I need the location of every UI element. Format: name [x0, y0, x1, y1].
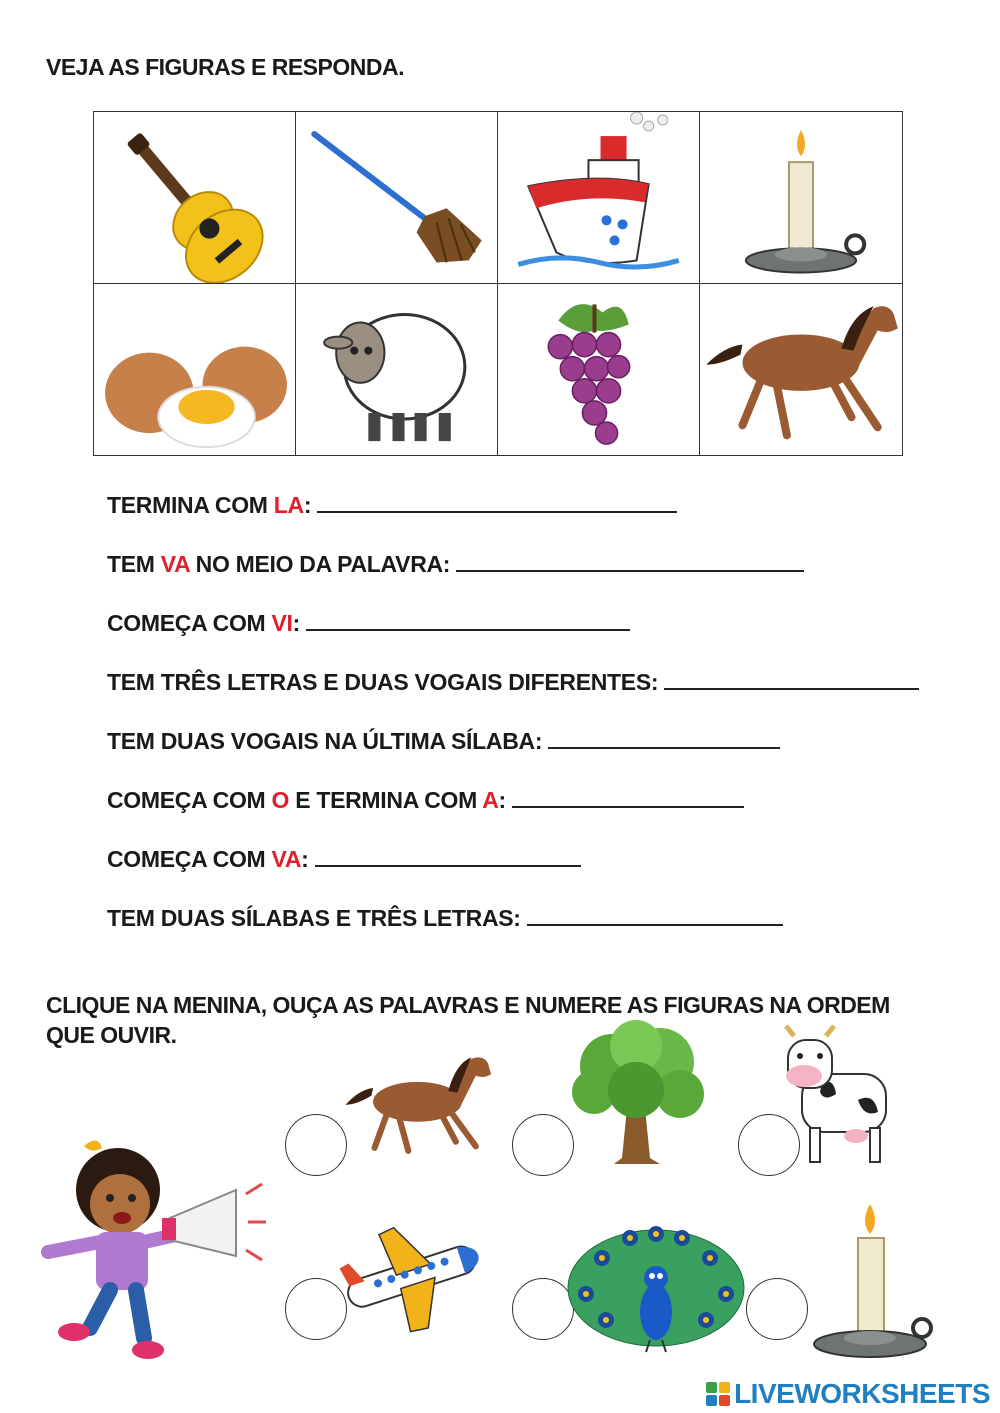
sheep-icon	[296, 284, 497, 456]
grid-cell-candle	[700, 112, 902, 284]
candle-icon	[700, 112, 902, 283]
horse-icon	[340, 1042, 495, 1157]
question-1: TERMINA COM LA:	[107, 490, 677, 520]
order-circle-candle[interactable]	[746, 1278, 808, 1340]
answer-blank-4[interactable]	[664, 670, 919, 690]
guitar-icon	[94, 112, 295, 283]
answer-blank-7[interactable]	[315, 847, 581, 867]
section2-heading-line2: QUE OUVIR.	[46, 1022, 177, 1048]
grapes-icon	[498, 284, 699, 456]
logo-mark-icon	[706, 1382, 730, 1406]
grid-cell-boat	[498, 112, 700, 284]
question-7: COMEÇA COM VA:	[107, 844, 581, 874]
liveworksheets-logo	[706, 1378, 990, 1410]
picture-grid	[93, 111, 903, 456]
candle-icon	[808, 1200, 933, 1360]
answer-blank-6[interactable]	[512, 788, 744, 808]
grid-cell-guitar	[94, 112, 296, 284]
question-5: TEM DUAS VOGAIS NA ÚLTIMA SÍLABA:	[107, 726, 780, 756]
airplane-icon	[335, 1215, 485, 1333]
answer-blank-2[interactable]	[456, 552, 804, 572]
answer-blank-8[interactable]	[527, 906, 783, 926]
question-4: TEM TRÊS LETRAS E DUAS VOGAIS DIFERENTES:	[107, 667, 919, 697]
peacock-icon	[566, 1224, 746, 1354]
answer-blank-1[interactable]	[317, 493, 677, 513]
order-circle-peacock[interactable]	[512, 1278, 574, 1340]
question-8: TEM DUAS SÍLABAS E TRÊS LETRAS:	[107, 903, 783, 933]
question-2: TEM VA NO MEIO DA PALAVRA:	[107, 549, 804, 579]
cow-icon	[774, 1022, 894, 1167]
grid-cell-horse	[700, 284, 902, 456]
boat-icon	[498, 112, 699, 283]
logo-text: LIVEWORKSHEETS	[734, 1378, 990, 1409]
question-3: COMEÇA COM VI:	[107, 608, 630, 638]
grid-cell-sheep	[296, 284, 498, 456]
section-heading: VEJA AS FIGURAS E RESPONDA.	[46, 54, 404, 80]
section2-heading-line1: CLIQUE NA MENINA, OUÇA AS PALAVRAS E NUMERE AS FIGURAS NA ORDEM	[46, 992, 890, 1018]
girl-megaphone-icon[interactable]	[40, 1132, 270, 1362]
grid-cell-grapes	[498, 284, 700, 456]
tree-icon	[562, 1018, 712, 1166]
question-6: COMEÇA COM O E TERMINA COM A:	[107, 785, 744, 815]
grid-cell-broom	[296, 112, 498, 284]
answer-blank-3[interactable]	[306, 611, 630, 631]
order-circle-horse[interactable]	[285, 1114, 347, 1176]
horse-icon	[700, 284, 902, 456]
answer-blank-5[interactable]	[548, 729, 780, 749]
grid-cell-eggs	[94, 284, 296, 456]
eggs-icon	[94, 284, 295, 456]
broom-icon	[296, 112, 497, 283]
